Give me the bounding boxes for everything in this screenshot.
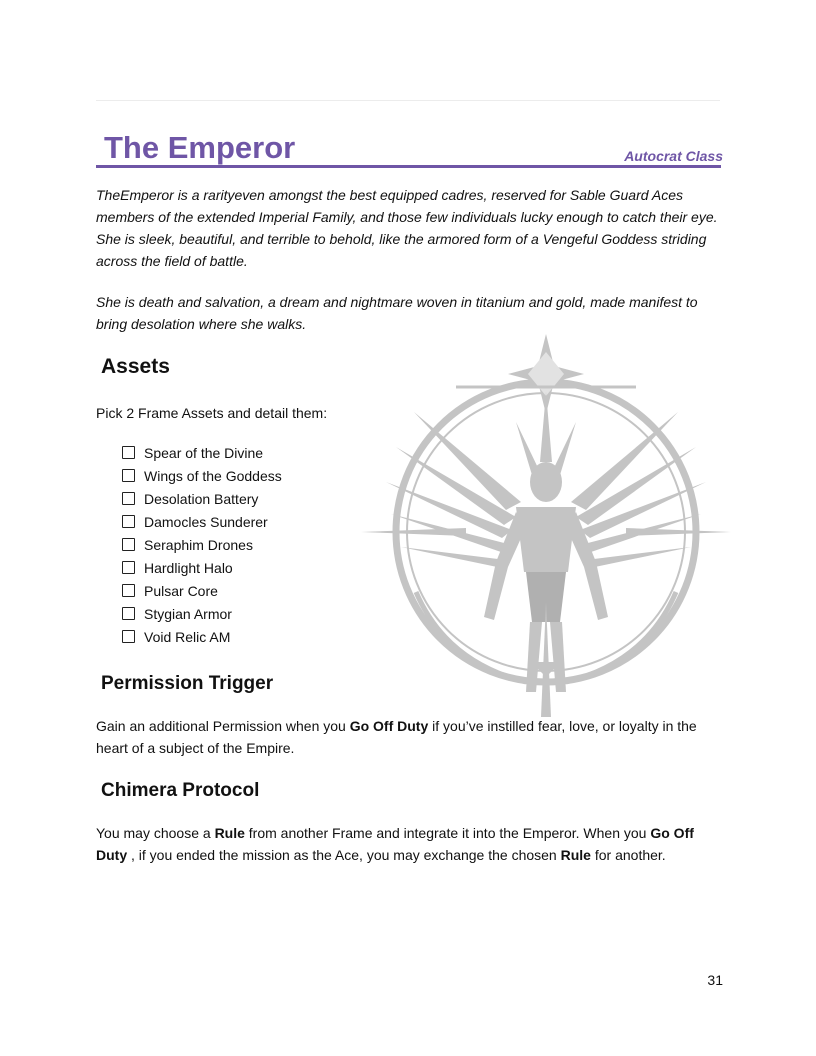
chimera-text-3: , if you ended the mission as the Ace, you may exchange the chosen [127,847,561,863]
checkbox[interactable] [122,492,135,505]
permission-trigger-text [96,715,724,759]
permission-bold-term: Go Off Duty [349,718,429,734]
chimera-text-4: for another. [590,847,666,863]
assets-checklist [122,441,282,648]
checkbox[interactable] [122,515,135,528]
intro-paragraph-1: TheEmperor is a rarityeven amongst the best equipped cadres, reserved for Sable Guard Aces members of the extended Imperial Family, and those few individuals lucky enough to catch their eye. She is sleek, beautiful, and terrible to behold, like the armored form of a Vengeful Goddess striding across the field of battle. [96,187,718,269]
asset-label: Void Relic AM [144,628,231,645]
checkbox[interactable] [122,538,135,551]
chimera-bold-3: Rule [560,847,591,863]
checkbox[interactable] [122,584,135,597]
chimera-text-2: from another Frame and integrate it into the Emperor. When you [244,825,651,841]
checkbox[interactable] [122,630,135,643]
chimera-text-1: You may choose a [96,825,215,841]
chimera-protocol-text [96,822,724,866]
asset-label: Stygian Armor [144,605,232,622]
asset-label: Damocles Sunderer [144,513,268,530]
emperor-emblem-image [356,332,736,720]
asset-item[interactable] [122,464,282,487]
checkbox[interactable] [122,607,135,620]
asset-label: Seraphim Drones [144,536,253,553]
chimera-bold-2: Go Off Duty [96,825,694,863]
asset-label: Pulsar Core [144,582,218,599]
asset-item[interactable] [122,579,282,602]
permission-trigger-heading: Permission Trigger [101,673,274,694]
checkbox[interactable] [122,561,135,574]
chimera-protocol-heading: Chimera Protocol [101,780,260,801]
asset-label: Wings of the Goddess [144,467,282,484]
top-divider [96,100,720,101]
asset-item[interactable] [122,487,282,510]
permission-text-before: Gain an additional Permission when you [96,718,350,734]
asset-item[interactable] [122,441,282,464]
assets-instruction: Pick 2 Frame Assets and detail them: [96,405,328,421]
asset-item[interactable] [122,533,282,556]
class-label: Autocrat Class [624,148,723,164]
assets-heading: Assets [101,355,170,378]
asset-item[interactable] [122,510,282,533]
page-title: The Emperor [104,130,296,165]
checkbox[interactable] [122,469,135,482]
intro-paragraph-2: She is death and salvation, a dream and nightmare woven in titanium and gold, made manifest to bring desolation where she walks. [96,294,698,332]
page-number: 31 [707,972,723,988]
title-underline [96,165,721,168]
asset-label: Spear of the Divine [144,444,264,461]
asset-label: Hardlight Halo [144,559,233,576]
chimera-bold-1: Rule [214,825,245,841]
checkbox[interactable] [122,446,135,459]
asset-item[interactable] [122,556,282,579]
asset-label: Desolation Battery [144,490,259,507]
asset-item[interactable] [122,625,282,648]
permission-text-after: if you’ve instilled fear, love, or loyalty in the heart of a subject of the Empire. [96,718,697,756]
asset-item[interactable] [122,602,282,625]
